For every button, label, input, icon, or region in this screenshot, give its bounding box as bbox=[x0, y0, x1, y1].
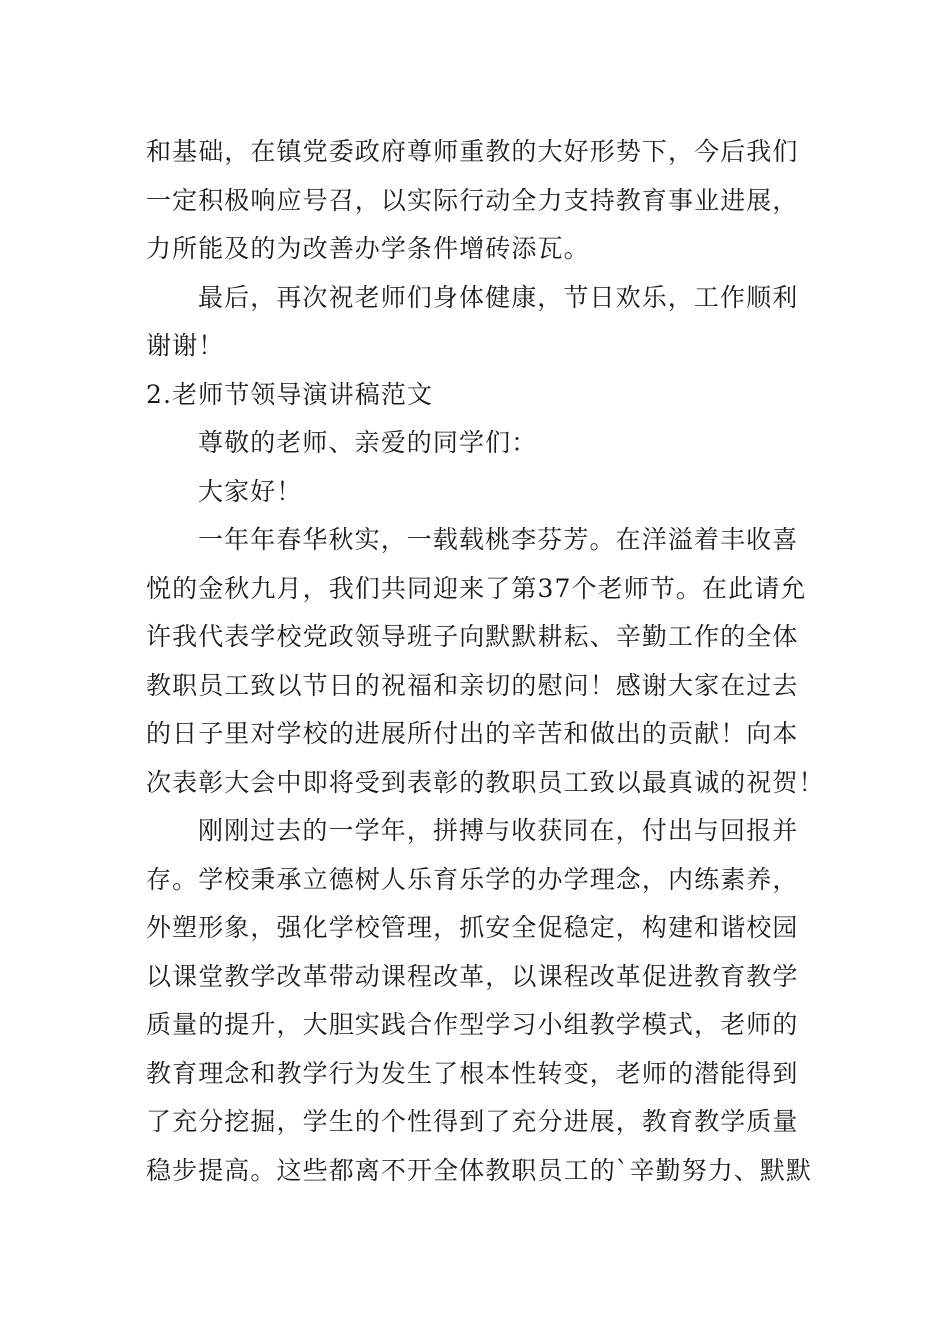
text-line: 质量的提升，大胆实践合作型学习小组教学模式，老师的 bbox=[146, 1010, 799, 1039]
text-line: 了充分挖掘，学生的个性得到了充分进展，教育教学质量 bbox=[146, 1107, 799, 1136]
text-line: 一年年春华秋实，一载载桃李芬芳。在洋溢着丰收喜 bbox=[198, 525, 799, 554]
text-line: 大家好！ bbox=[198, 476, 303, 506]
text-line: 力所能及的为改善办学条件增砖添瓦。 bbox=[146, 234, 590, 263]
text-line: 和基础，在镇党委政府尊师重教的大好形势下，今后我们 bbox=[146, 137, 799, 166]
text-line: 谢谢！ bbox=[146, 331, 225, 360]
text-line: 的日子里对学校的进展所付出的辛苦和做出的贡献！向本 bbox=[146, 719, 799, 748]
text-line: 一定积极响应号召，以实际行动全力支持教育事业进展， bbox=[146, 185, 799, 215]
text-line: 外塑形象，强化学校管理，抓安全促稳定，构建和谐校园 bbox=[146, 913, 799, 942]
text-line: 许我代表学校党政领导班子向默默耕耘、辛勤工作的全体 bbox=[146, 622, 799, 651]
text-line: 存。学校秉承立德树人乐育乐学的办学理念，内练素养， bbox=[146, 864, 799, 894]
text-line: 稳步提高。这些都离不开全体教职员工的`辛勤努力、默默 bbox=[146, 1155, 813, 1185]
text-line: 教职员工致以节日的祝福和亲切的慰问！感谢大家在过去 bbox=[146, 670, 799, 700]
text-line: 以课堂教学改革带动课程改革，以课程改革促进教育教学 bbox=[146, 961, 799, 991]
text-line: 尊敬的老师、亲爱的同学们： bbox=[198, 428, 538, 457]
text-line: 悦的金秋九月，我们共同迎来了第37个老师节。在此请允 bbox=[146, 573, 807, 603]
text-line: 刚刚过去的一学年，拼搏与收获同在，付出与回报并 bbox=[198, 816, 799, 845]
document-body bbox=[146, 128, 825, 1195]
text-line: 次表彰大会中即将受到表彰的教职员工致以最真诚的祝贺！ bbox=[146, 767, 825, 797]
text-line: 教育理念和教学行为发生了根本性转变，老师的潜能得到 bbox=[146, 1058, 799, 1088]
text-line: 最后，再次祝老师们身体健康，节日欢乐，工作顺利 bbox=[198, 282, 799, 312]
section-heading: 2.老师节领导演讲稿范文 bbox=[146, 379, 434, 409]
